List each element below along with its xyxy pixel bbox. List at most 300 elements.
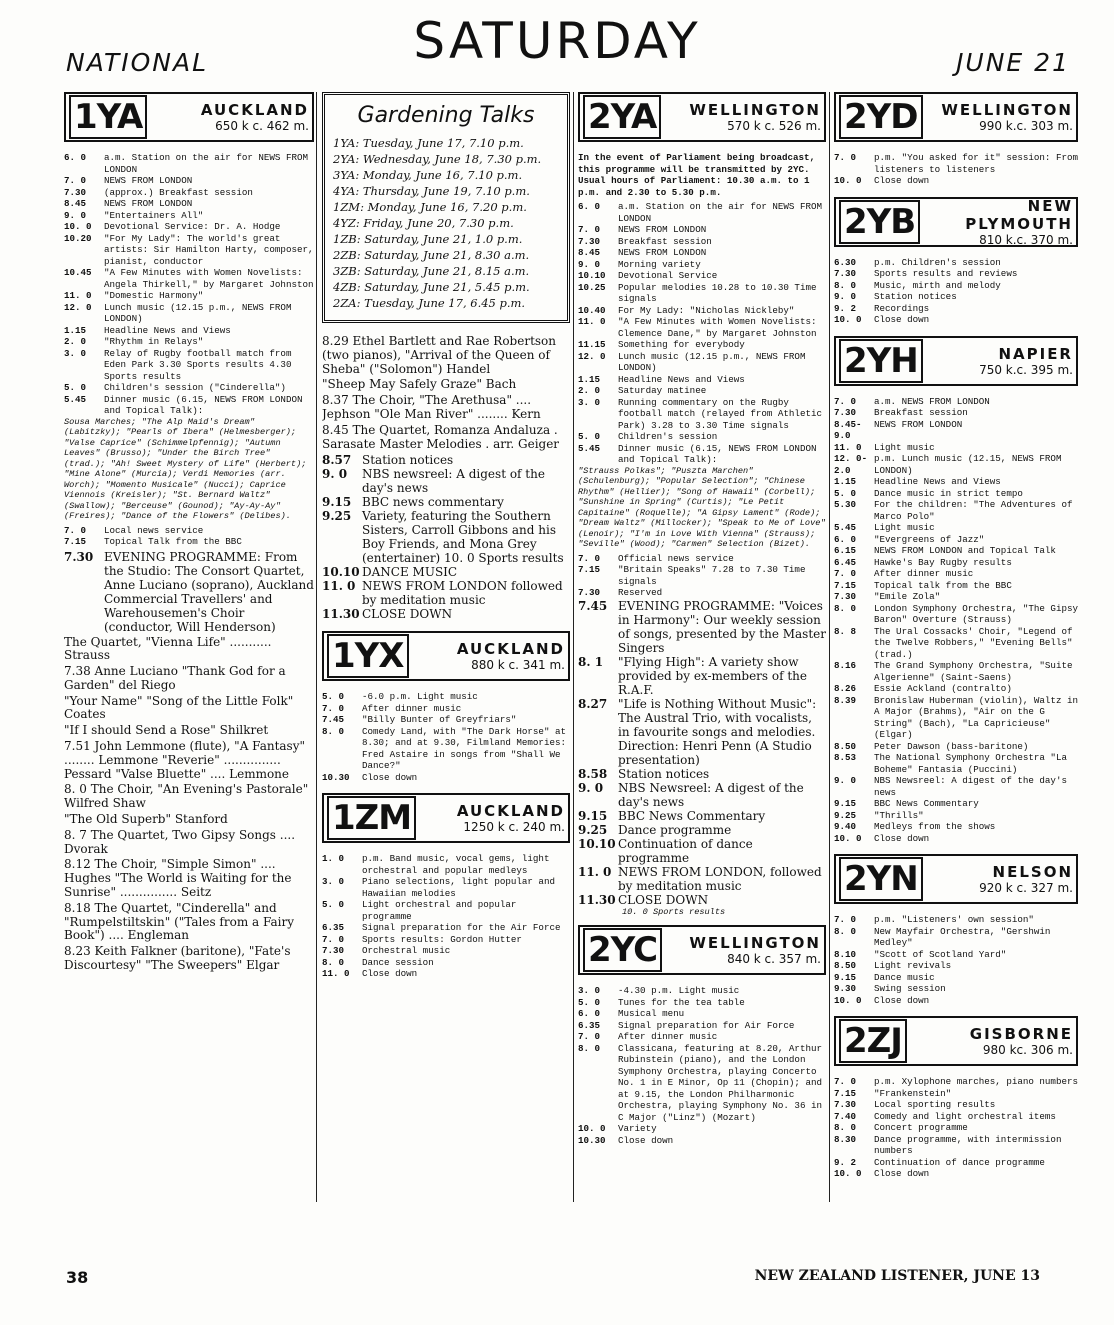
programme-item: The Quartet, "Vienna Life" ........... Strauss xyxy=(64,634,272,663)
programme-list xyxy=(578,553,826,599)
programme-item xyxy=(64,336,314,348)
station-city: AUCKLAND xyxy=(456,640,565,659)
station-code: 2YC xyxy=(583,928,662,972)
description: Close down xyxy=(874,1168,930,1179)
station-frequency: 650 k c. 462 m. xyxy=(215,119,309,133)
description: EVENING PROGRAMME: From the Studio: The Consort Quartet, Anne Luciano (soprano), Auckland Commercial Travellers' and Warehousemen's Choir (conductor, Will Henderson) xyxy=(104,549,314,634)
gardening-talk-item: 4YA: Thursday, June 19, 7.10 p.m. xyxy=(333,184,530,198)
programme-item xyxy=(834,775,1078,798)
time: 12. 0-2.0 xyxy=(834,453,868,476)
description: CLOSE DOWN xyxy=(618,892,709,907)
programme-item xyxy=(834,303,1078,315)
column-rule xyxy=(316,92,317,1202)
programme-item xyxy=(578,809,826,823)
time: 9.15 xyxy=(322,495,352,510)
time: 9.15 xyxy=(834,971,857,983)
description: Dance music xyxy=(874,971,935,983)
time: 8.27 xyxy=(578,696,608,711)
gardening-talk-item: 2YA: Wednesday, June 18, 7.30 p.m. xyxy=(333,152,542,166)
time: 9.30 xyxy=(834,983,857,994)
programme-list xyxy=(834,152,1078,187)
programme-list xyxy=(834,257,1078,326)
description: Station notices xyxy=(874,291,957,302)
description: Close down xyxy=(874,175,930,186)
gardening-talk-item: 2ZA: Tuesday, June 17, 6.45 p.m. xyxy=(333,296,526,310)
time: 7. 0 xyxy=(578,1031,601,1042)
description: NEWS FROM LONDON, followed by meditation music xyxy=(618,864,822,893)
programme-item xyxy=(64,290,314,302)
programme-item xyxy=(64,348,314,383)
description: Headline News and Views xyxy=(874,476,1001,487)
description: After dinner music xyxy=(362,702,462,714)
time: 8. 0 xyxy=(834,925,857,937)
description: a.m. NEWS FROM LONDON xyxy=(874,395,990,407)
description: Devotional Service xyxy=(618,270,718,281)
publication-footer: NEW ZEALAND LISTENER, JUNE 13 xyxy=(754,1268,1040,1284)
programme-item xyxy=(64,302,314,325)
time: 3. 0 xyxy=(578,396,601,408)
description: -4.30 p.m. Light music xyxy=(618,985,740,996)
programme-item xyxy=(578,893,826,907)
time: 9.15 xyxy=(834,798,857,809)
programme-item xyxy=(834,914,1078,926)
description: "A Few Minutes with Women Novelists: Angela Thirkell," by Margaret Johnston xyxy=(104,267,314,290)
description: "Thrills" xyxy=(874,809,924,821)
time: 9. 0 xyxy=(578,780,604,795)
time: 7.30 xyxy=(834,1099,857,1110)
time: 10.30 xyxy=(578,1134,606,1146)
description: Something for everybody xyxy=(618,339,745,350)
time: 7.30 xyxy=(578,587,601,598)
programme-list xyxy=(834,1076,1078,1180)
programme-item xyxy=(578,270,826,282)
time: 6.30 xyxy=(834,256,857,268)
programme-item xyxy=(834,314,1078,326)
programme-item xyxy=(834,683,1078,695)
programme-item xyxy=(64,382,314,394)
description: Signal preparation for Air Force xyxy=(618,1019,795,1031)
programme-item xyxy=(322,934,570,946)
programme-item xyxy=(578,1043,826,1124)
description: BBC News Commentary xyxy=(874,798,979,809)
programme-item xyxy=(578,823,826,837)
description: Signal preparation for the Air Force xyxy=(362,922,561,934)
programme-item xyxy=(64,267,314,290)
description: "Entertainers All" xyxy=(104,209,204,221)
programme-item xyxy=(834,752,1078,775)
description: NBS Newsreel: A digest of the day's news xyxy=(874,775,1067,798)
description: Continuation of dance programme xyxy=(874,1156,1045,1168)
time: 10. 0 xyxy=(834,994,862,1006)
programme-item xyxy=(64,210,314,222)
description: For the children: "The Adventures of Marco Polo" xyxy=(874,499,1073,522)
programme-item xyxy=(578,767,826,781)
station-code: 1YA xyxy=(69,95,147,139)
time: 11.15 xyxy=(578,339,606,350)
time: 5.30 xyxy=(834,499,857,510)
programme-item xyxy=(64,175,314,187)
programme-item xyxy=(578,697,826,767)
time: 7.30 xyxy=(64,549,94,564)
description: DANCE MUSIC xyxy=(362,565,458,580)
time: 7. 0 xyxy=(64,175,87,186)
description: Running commentary on the Rugby football match (relayed from Athletic Park) 3.28 to 3.30 Time signals xyxy=(618,396,822,431)
programme-item xyxy=(578,865,826,893)
time: 7. 0 xyxy=(834,914,857,925)
time: 7.30 xyxy=(834,268,857,279)
description: Children's session xyxy=(618,431,718,442)
description: London Symphony Orchestra, "The Gipsy Baron" Overture (Strauss) xyxy=(874,602,1078,625)
description: Variety xyxy=(618,1123,657,1134)
time: 3. 0 xyxy=(322,876,345,888)
header-date: JUNE 21 xyxy=(956,48,1070,77)
station-code: 1YX xyxy=(327,634,409,678)
programme-item xyxy=(834,591,1078,603)
description: BBC News Commentary xyxy=(618,808,766,823)
description: Close down xyxy=(362,771,418,783)
station-frequency: 750 k.c. 395 m. xyxy=(979,362,1073,377)
time: 7.30 xyxy=(578,235,601,247)
programme-item xyxy=(64,525,314,537)
programme-item xyxy=(322,772,570,784)
description: Hawke's Bay Rugby results xyxy=(874,556,1012,568)
evening-programme xyxy=(578,599,826,907)
programme-item xyxy=(322,495,570,509)
time: 10. 0 xyxy=(834,314,862,325)
time: 7.45 xyxy=(578,598,608,613)
programme-item xyxy=(834,660,1078,683)
station-code: 2YH xyxy=(839,339,923,383)
station-city: NAPIER xyxy=(998,344,1073,363)
time: 11. 0 xyxy=(834,441,862,453)
description: The National Symphony Orchestra "La Boheme" Fantasia (Puccini) xyxy=(874,752,1067,775)
time: 7.15 xyxy=(834,579,857,591)
programme-item xyxy=(834,1157,1078,1169)
time: 6.35 xyxy=(322,922,345,934)
programme-item xyxy=(834,960,1078,972)
time: 10.25 xyxy=(578,281,606,293)
description: "Billy Bunter of Greyfriars" xyxy=(362,714,517,726)
station-frequency: 920 k c. 327 m. xyxy=(979,881,1073,895)
description: Station notices xyxy=(618,766,710,781)
station-code: 2YB xyxy=(839,200,920,244)
programme-item xyxy=(578,316,826,339)
programme-item xyxy=(578,305,826,317)
station-banner-1yx xyxy=(322,631,570,681)
description: BBC news commentary xyxy=(362,495,504,510)
time: 6. 0 xyxy=(834,533,857,545)
time: 7. 0 xyxy=(322,933,345,945)
gardening-talk-item: 2ZB: Saturday, June 21, 8.30 a.m. xyxy=(333,248,530,262)
programme-item xyxy=(322,565,570,579)
programme-item xyxy=(578,564,826,587)
time: 8.10 xyxy=(834,948,857,960)
programme-item xyxy=(578,587,826,599)
time: 5. 0 xyxy=(578,996,601,1008)
gardening-talks-box xyxy=(322,92,570,323)
description: Breakfast session xyxy=(874,407,968,418)
programme-item xyxy=(834,442,1078,454)
description: Dance session xyxy=(362,956,434,968)
time: 11.30 xyxy=(578,892,616,907)
station-banner-1ya xyxy=(64,92,314,142)
programme-item xyxy=(834,983,1078,995)
column-1yA xyxy=(64,92,314,1202)
programme-item xyxy=(322,703,570,715)
description: p.m. Band music, vocal gems, light orchestral and popular medleys xyxy=(362,853,550,876)
time: 12. 0 xyxy=(64,301,92,313)
description: CLOSE DOWN xyxy=(362,607,453,622)
time: 8.45 xyxy=(64,198,87,209)
time: 7. 0 xyxy=(834,568,857,579)
time: 8. 0 xyxy=(834,279,857,291)
description: Breakfast session xyxy=(618,235,712,247)
description: Sports results: Gordon Hutter xyxy=(362,933,522,945)
programme-item xyxy=(64,221,314,233)
programme-item xyxy=(834,949,1078,961)
programme-item xyxy=(578,339,826,351)
station-frequency: 840 k c. 357 m. xyxy=(727,952,821,966)
programme-item xyxy=(322,453,570,467)
time: 7.15 xyxy=(64,536,87,547)
time: 5. 0 xyxy=(578,431,601,442)
programme-item xyxy=(834,821,1078,833)
description: p.m. "You asked for it" session: From listeners to listeners xyxy=(874,152,1078,175)
description: Lunch music (12.15 p.m., NEWS FROM LONDON) xyxy=(104,301,292,324)
programme-item xyxy=(322,957,570,969)
station-frequency: 880 k c. 341 m. xyxy=(471,658,565,673)
time: 7. 0 xyxy=(64,524,87,536)
programme-item xyxy=(578,1123,826,1135)
description: p.m. "Listeners' own session" xyxy=(874,914,1034,925)
programme-item xyxy=(834,972,1078,984)
programme-item xyxy=(834,1168,1078,1180)
time: 6. 0 xyxy=(64,152,87,163)
description: Continuation of dance programme xyxy=(618,836,753,865)
description: a.m. Station on the air for NEWS FROM LONDON xyxy=(618,201,822,224)
programme-item xyxy=(834,396,1078,408)
description: Relay of Rugby football match from Eden Park 3.30 Sports results 4.30 Sports results xyxy=(104,347,292,382)
station-frequency: 570 k c. 526 m. xyxy=(727,119,821,133)
description: Recordings xyxy=(874,302,930,314)
programme-item xyxy=(834,557,1078,569)
time: 7. 0 xyxy=(578,224,601,235)
programme-item xyxy=(834,476,1078,488)
description: Piano selections, light popular and Hawaiian melodies xyxy=(362,876,555,899)
description: NEWS FROM LONDON xyxy=(618,224,707,235)
programme-item xyxy=(834,291,1078,303)
programme-item: "If I should Send a Rose" Shilkret xyxy=(64,723,269,738)
evening-items xyxy=(64,636,314,973)
description: Devotional Service: Dr. A. Hodge xyxy=(104,221,281,232)
time: 7.45 xyxy=(322,714,345,726)
time: 11. 0 xyxy=(64,290,92,301)
programme-item xyxy=(64,325,314,337)
programme-item xyxy=(834,407,1078,419)
description: "Frankenstein" xyxy=(874,1087,952,1099)
programme-item: 8.12 The Choir, "Simple Simon" .... Hughes "The World is Waiting for the Sunrise" ............... Seitz xyxy=(64,857,292,900)
station-banner-2ya xyxy=(578,92,826,142)
programme-list xyxy=(834,396,1078,845)
description: Dance programme xyxy=(618,822,732,837)
description: p.m. Children's session xyxy=(874,256,1001,268)
programme-item xyxy=(834,995,1078,1007)
programme-list xyxy=(322,453,570,621)
description: (approx.) Breakfast session xyxy=(104,186,253,198)
programme-item xyxy=(834,152,1078,175)
gardening-talk-item: 3YA: Monday, June 16, 7.10 p.m. xyxy=(333,168,523,182)
description: Bronislaw Huberman (violin), Waltz in A Major (Brahms), "Air on the G String" (Bach), "La Capricieuse" (Elgar) xyxy=(874,694,1078,740)
time: 9. 0 xyxy=(322,467,348,482)
programme-item xyxy=(578,397,826,432)
time: 11.30 xyxy=(322,607,360,622)
page-number: 38 xyxy=(66,1268,89,1287)
time: 9. 2 xyxy=(834,1156,857,1168)
description: Headline News and Views xyxy=(618,373,745,385)
time: 9. 2 xyxy=(834,302,857,314)
time: 8. 0 xyxy=(322,725,345,737)
station-city: WELLINGTON xyxy=(689,934,821,952)
description: Dinner music (6.15, NEWS FROM LONDON and Topical Talk): xyxy=(104,393,303,416)
programme-item xyxy=(578,599,826,655)
time: 2. 0 xyxy=(578,385,601,396)
time: 9. 0 xyxy=(834,775,857,786)
programme-item xyxy=(322,922,570,934)
programme-item xyxy=(834,499,1078,522)
programme-item xyxy=(834,626,1078,661)
time: 5. 0 xyxy=(322,899,345,911)
programme-item xyxy=(834,257,1078,269)
description: Children's session ("Cinderella") xyxy=(104,382,286,393)
station-city: NELSON xyxy=(992,863,1073,881)
time: 10.20 xyxy=(64,232,92,244)
description: NEWS FROM LONDON xyxy=(874,418,963,430)
time: 11. 0 xyxy=(578,316,606,327)
description: Variety, featuring the Southern Sisters, Carroll Gibbons and his Boy Friends, and Mona Grey (entertainer) 10. 0 Sports results xyxy=(362,509,564,566)
programme-item: "The Old Superb" Stanford xyxy=(64,812,228,827)
time: 7.30 xyxy=(834,591,857,602)
time: 6.35 xyxy=(578,1019,601,1031)
evening-programme xyxy=(64,550,314,634)
sports-note: 10. 0 Sports results xyxy=(622,906,726,917)
time: 8. 0 xyxy=(322,956,345,968)
description: Headline News and Views xyxy=(104,324,231,336)
column-rule xyxy=(829,92,830,1202)
header-left: NATIONAL xyxy=(66,48,209,77)
programme-item xyxy=(64,187,314,199)
description: Morning variety xyxy=(618,258,701,270)
time: 1.15 xyxy=(834,476,857,487)
parliament-note: In the event of Parliament being broadcast, this programme will be transmitted by 2YC. Usual hours of Parliament: 10.30 a.m. to 1 p.m. and 2.30 to 5.30 p.m. xyxy=(578,152,816,198)
programme-item xyxy=(834,545,1078,557)
time: 7.15 xyxy=(834,1087,857,1099)
programme-item xyxy=(322,853,570,876)
description: Peter Dawson (bass-baritone) xyxy=(874,740,1029,752)
programme-item xyxy=(834,1111,1078,1123)
description: Light music xyxy=(874,522,935,533)
column-2 xyxy=(322,92,570,1202)
time: 11. 0 xyxy=(322,968,350,980)
time: 9. 0 xyxy=(578,258,601,270)
programme-item xyxy=(834,175,1078,187)
programme-item xyxy=(578,282,826,305)
time: 5. 0 xyxy=(322,691,345,703)
programme-list xyxy=(578,201,826,466)
description: For My Lady: "Nicholas Nickleby" xyxy=(618,304,795,316)
description: The Ural Cossacks' Choir, "Legend of the Twelve Robbers," "Evening Bells" (trad.) xyxy=(874,625,1073,660)
time: 9. 0 xyxy=(834,291,857,302)
description: Tunes for the tea table xyxy=(618,996,745,1008)
description: Close down xyxy=(618,1134,674,1146)
time: 7. 0 xyxy=(322,702,345,714)
description: EVENING PROGRAMME: "Voices in Harmony": Our weekly session of songs, presented by the Master Singers xyxy=(618,598,826,655)
time: 10.10 xyxy=(578,836,616,851)
programme-list xyxy=(322,691,570,783)
gardening-talk-item: 1ZM: Monday, June 16, 7.20 p.m. xyxy=(333,200,527,214)
description: NBS newsreel: A digest of the day's news xyxy=(362,467,545,496)
programme-item xyxy=(578,655,826,697)
programme-item xyxy=(322,714,570,726)
programme-item xyxy=(834,810,1078,822)
description: Topical Talk from the BBC xyxy=(104,536,242,547)
station-code: 2YA xyxy=(583,95,661,139)
time: 11. 0 xyxy=(322,579,356,594)
time: 9.15 xyxy=(578,808,608,823)
description: Popular melodies 10.28 to 10.30 Time signals xyxy=(618,281,817,304)
time: 8. 0 xyxy=(834,602,857,614)
programme-item xyxy=(64,394,314,417)
programme-item xyxy=(322,509,570,565)
gardening-talk-item: 1YA: Tuesday, June 17, 7.10 p.m. xyxy=(333,136,524,150)
time: 8.50 xyxy=(834,960,857,971)
programme-item xyxy=(578,224,826,236)
programme-item: 8. 7 The Quartet, Two Gipsy Songs .... Dvorak xyxy=(64,827,296,856)
description: Sports results and reviews xyxy=(874,268,1018,279)
time: 8.58 xyxy=(578,766,608,781)
programme-item xyxy=(322,467,570,495)
time: 10. 0 xyxy=(834,175,862,186)
programme-item xyxy=(64,536,314,548)
time: 6.45 xyxy=(834,556,857,568)
programme-item xyxy=(578,1020,826,1032)
description: Comedy and light orchestral items xyxy=(874,1110,1056,1122)
time: 1. 0 xyxy=(322,853,345,865)
programme-item xyxy=(834,522,1078,534)
description: The Grand Symphony Orchestra, "Suite Algerienne" (Saint-Saens) xyxy=(874,660,1073,683)
station-banner-2yb xyxy=(834,197,1078,247)
programme-list xyxy=(64,525,314,548)
description: Musical menu xyxy=(618,1008,685,1019)
time: 8.26 xyxy=(834,683,857,694)
programme-item xyxy=(578,837,826,865)
time: 10.10 xyxy=(578,270,606,281)
programme-item xyxy=(578,431,826,443)
description: Essie Ackland (contralto) xyxy=(874,683,1012,694)
time: 7.30 xyxy=(834,407,857,418)
programme-item xyxy=(834,1076,1078,1088)
programme-item xyxy=(322,945,570,957)
programme-item xyxy=(578,985,826,997)
station-banner-2yd xyxy=(834,92,1078,142)
programme-item xyxy=(834,695,1078,741)
time: 6. 0 xyxy=(578,201,601,212)
description: NEWS FROM LONDON xyxy=(104,198,193,209)
description: "Life is Nothing Without Music": The Austral Trio, with vocalists, in favourite songs and melodies. Direction: Henri Penn (A Studio presentation) xyxy=(618,696,817,767)
programme-item: 8.37 The Choir, "The Arethusa" .... Jephson "Ole Man River" ........ Kern xyxy=(322,393,541,421)
time: 12. 0 xyxy=(578,350,606,362)
description: "A Few Minutes with Women Novelists: Clemence Dane," by Margaret Johnston xyxy=(618,316,817,339)
programme-item xyxy=(322,579,570,607)
